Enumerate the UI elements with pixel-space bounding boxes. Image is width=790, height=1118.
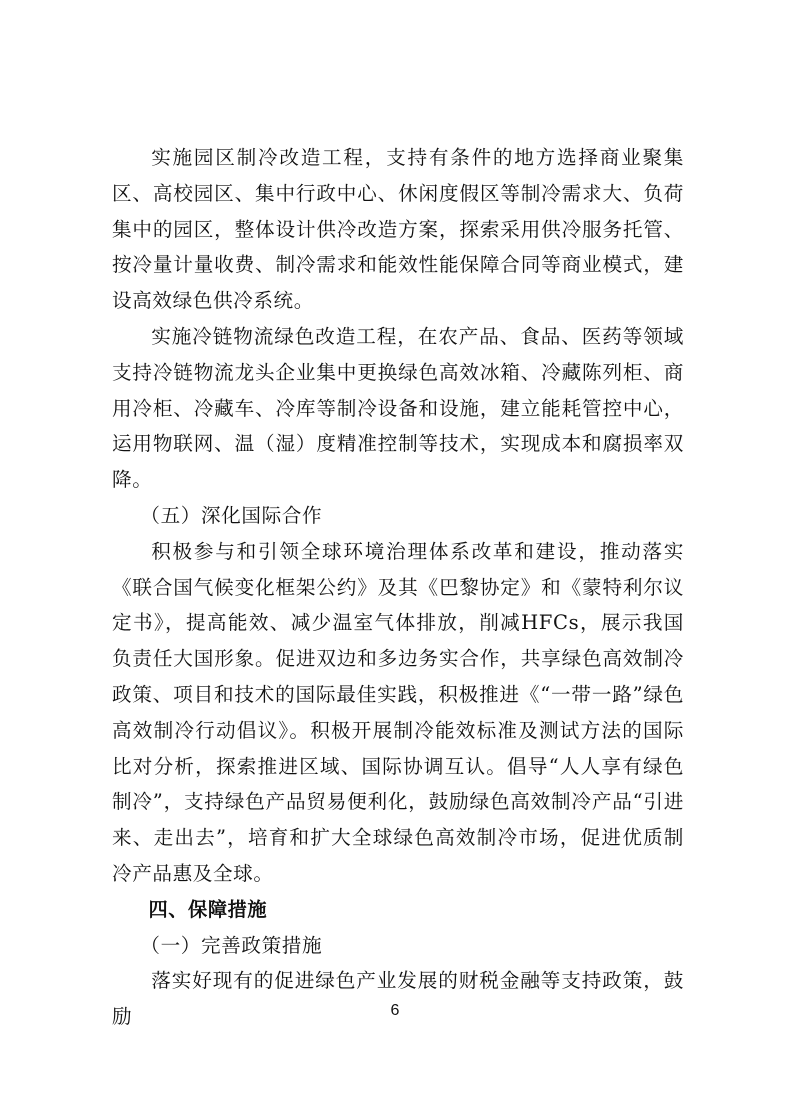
paragraph-policy-measures: 落实好现有的促进绿色产业发展的财税金融等支持政策，鼓励 bbox=[112, 969, 684, 1029]
section-heading-policy-measures: （一）完善政策措施 bbox=[140, 933, 323, 957]
paragraph-international-cooperation: 积极参与和引领全球环境治理体系改革和建设，推动落实《联合国气候变化框架公约》及其《巴黎协定》和《蒙特利尔议定书》，提高能效、减少温室气体排放，削减HFCs，展示我国负责任大国形象。促进双边和多边务实合作，共享绿色高效制冷政策、项目和技术的国际最佳实践，积极推进《“一带一路”绿色高效制冷行动倡议》。积极开展制冷能效标准及测试方法的国际比对分析，探索推进区域、国际协调互认。倡导“人人享有绿色制冷”，支持绿色产品贸易便利化，鼓励绿色高效制冷产品“引进来、走出去”，培育和扩大全球绿色高效制冷市场，促进优质制冷产品惠及全球。 bbox=[112, 539, 684, 885]
paragraph-cold-chain: 实施冷链物流绿色改造工程，在农产品、食品、医药等领域支持冷链物流龙头企业集中更换绿色高效冰箱、冷藏陈列柜、商用冷柜、冷藏车、冷库等制冷设备和设施，建立能耗管控中心，运用物联网、温（湿）度精准控制等技术，实现成本和腐损率双降。 bbox=[112, 324, 684, 492]
document-body bbox=[112, 140, 684, 1035]
section-heading-international-cooperation: （五）深化国际合作 bbox=[140, 503, 323, 527]
chapter-heading-safeguards: 四、保障措施 bbox=[148, 897, 268, 921]
paragraph-park-cooling: 实施园区制冷改造工程，支持有条件的地方选择商业聚集区、高校园区、集中行政中心、休闲度假区等制冷需求大、负荷集中的园区，整体设计供冷改造方案，探索采用供冷服务托管、按冷量计量收费、制冷需求和能效性能保障合同等商业模式，建设高效绿色供冷系统。 bbox=[112, 146, 684, 313]
page-number: 6 bbox=[390, 1002, 400, 1019]
